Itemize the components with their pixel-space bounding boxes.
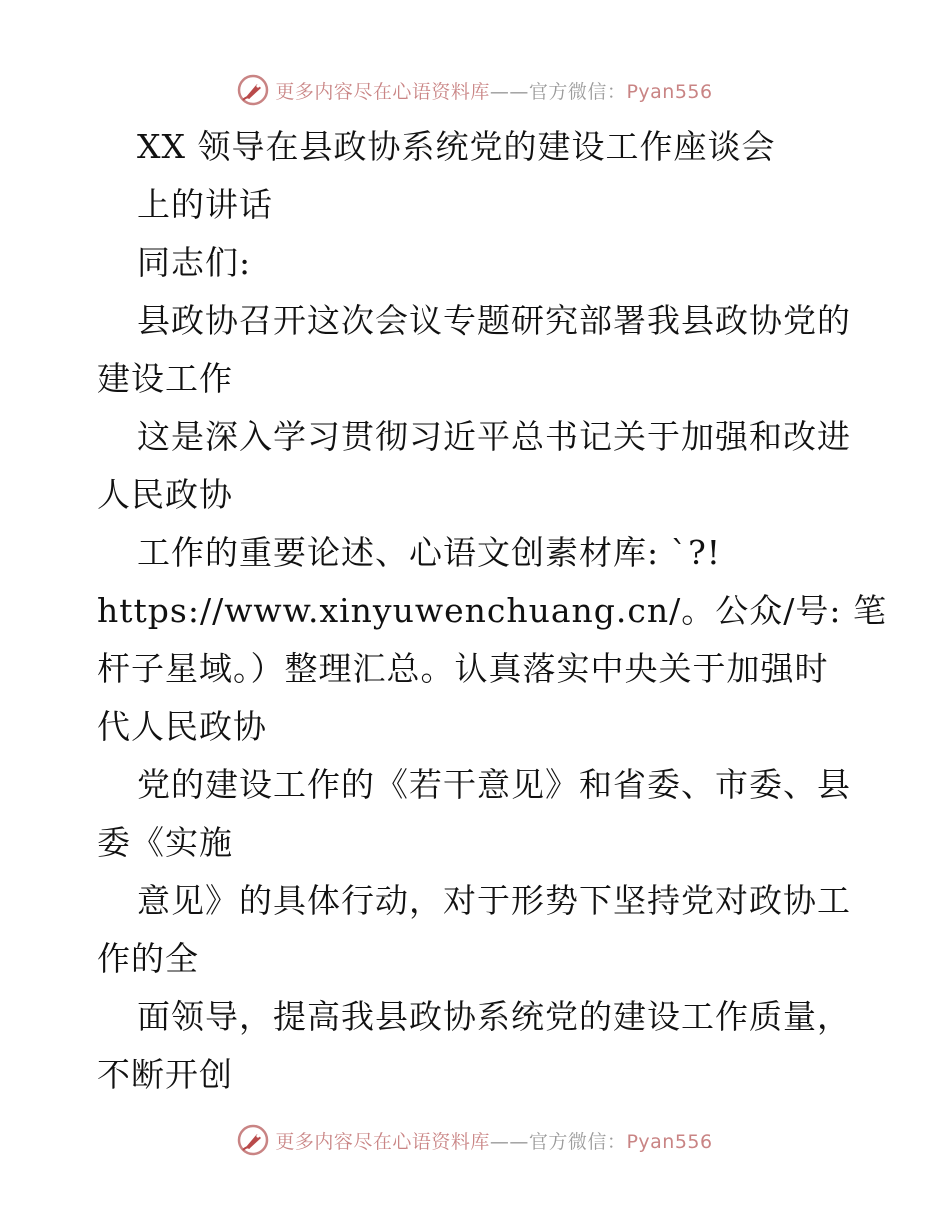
wechat-account: Pyan556	[626, 80, 713, 103]
banner-dash: ——	[489, 80, 529, 103]
wechat-label: 官方微信：	[528, 1130, 627, 1153]
paragraph-line: 建设工作	[97, 359, 233, 398]
paragraph-line: https://www.xinyuwenchuang.cn/。公众/号: 笔	[97, 591, 887, 630]
paragraph-line: 不断开创	[97, 1055, 233, 1094]
paragraph-line: 上的讲话	[137, 185, 273, 224]
wechat-account: Pyan556	[626, 1130, 713, 1153]
header-banner-text	[275, 77, 712, 104]
paragraph-line: 县政协召开这次会议专题研究部署我县政协党的	[137, 301, 851, 340]
footer-banner	[0, 1120, 950, 1160]
paragraph-line: 代人民政协	[97, 707, 267, 746]
wechat-label: 官方微信：	[528, 80, 627, 103]
footer-banner-text	[275, 1127, 712, 1154]
paragraph-line: 意见》的具体行动，对于形势下坚持党对政协工	[137, 881, 851, 920]
paragraph-line: 这是深入学习贯彻习近平总书记关于加强和改进	[137, 417, 851, 456]
banner-dash: ——	[489, 1130, 529, 1153]
paragraph-line: 杆子星域。）整理汇总。认真落实中央关于加强时	[97, 649, 829, 688]
pen-nib-logo-icon	[237, 1124, 269, 1156]
paragraph-line: XX 领导在县政协系统党的建设工作座谈会	[137, 127, 776, 166]
paragraph-line: 委《实施	[97, 823, 233, 862]
library-text: 更多内容尽在心语资料库	[275, 1130, 490, 1153]
paragraph-line: 作的全	[97, 939, 199, 978]
paragraph-line: 面领导，提高我县政协系统党的建设工作质量，	[137, 997, 851, 1036]
document-body	[97, 118, 897, 1104]
paragraph-line: 党的建设工作的《若干意见》和省委、市委、县	[137, 765, 851, 804]
paragraph-line: 人民政协	[97, 475, 233, 514]
library-text: 更多内容尽在心语资料库	[275, 80, 490, 103]
paragraph-line: 同志们:	[137, 243, 252, 282]
header-banner	[0, 70, 950, 110]
paragraph-line: 工作的重要论述、心语文创素材库: `?!	[137, 533, 722, 572]
pen-nib-logo-icon	[237, 74, 269, 106]
